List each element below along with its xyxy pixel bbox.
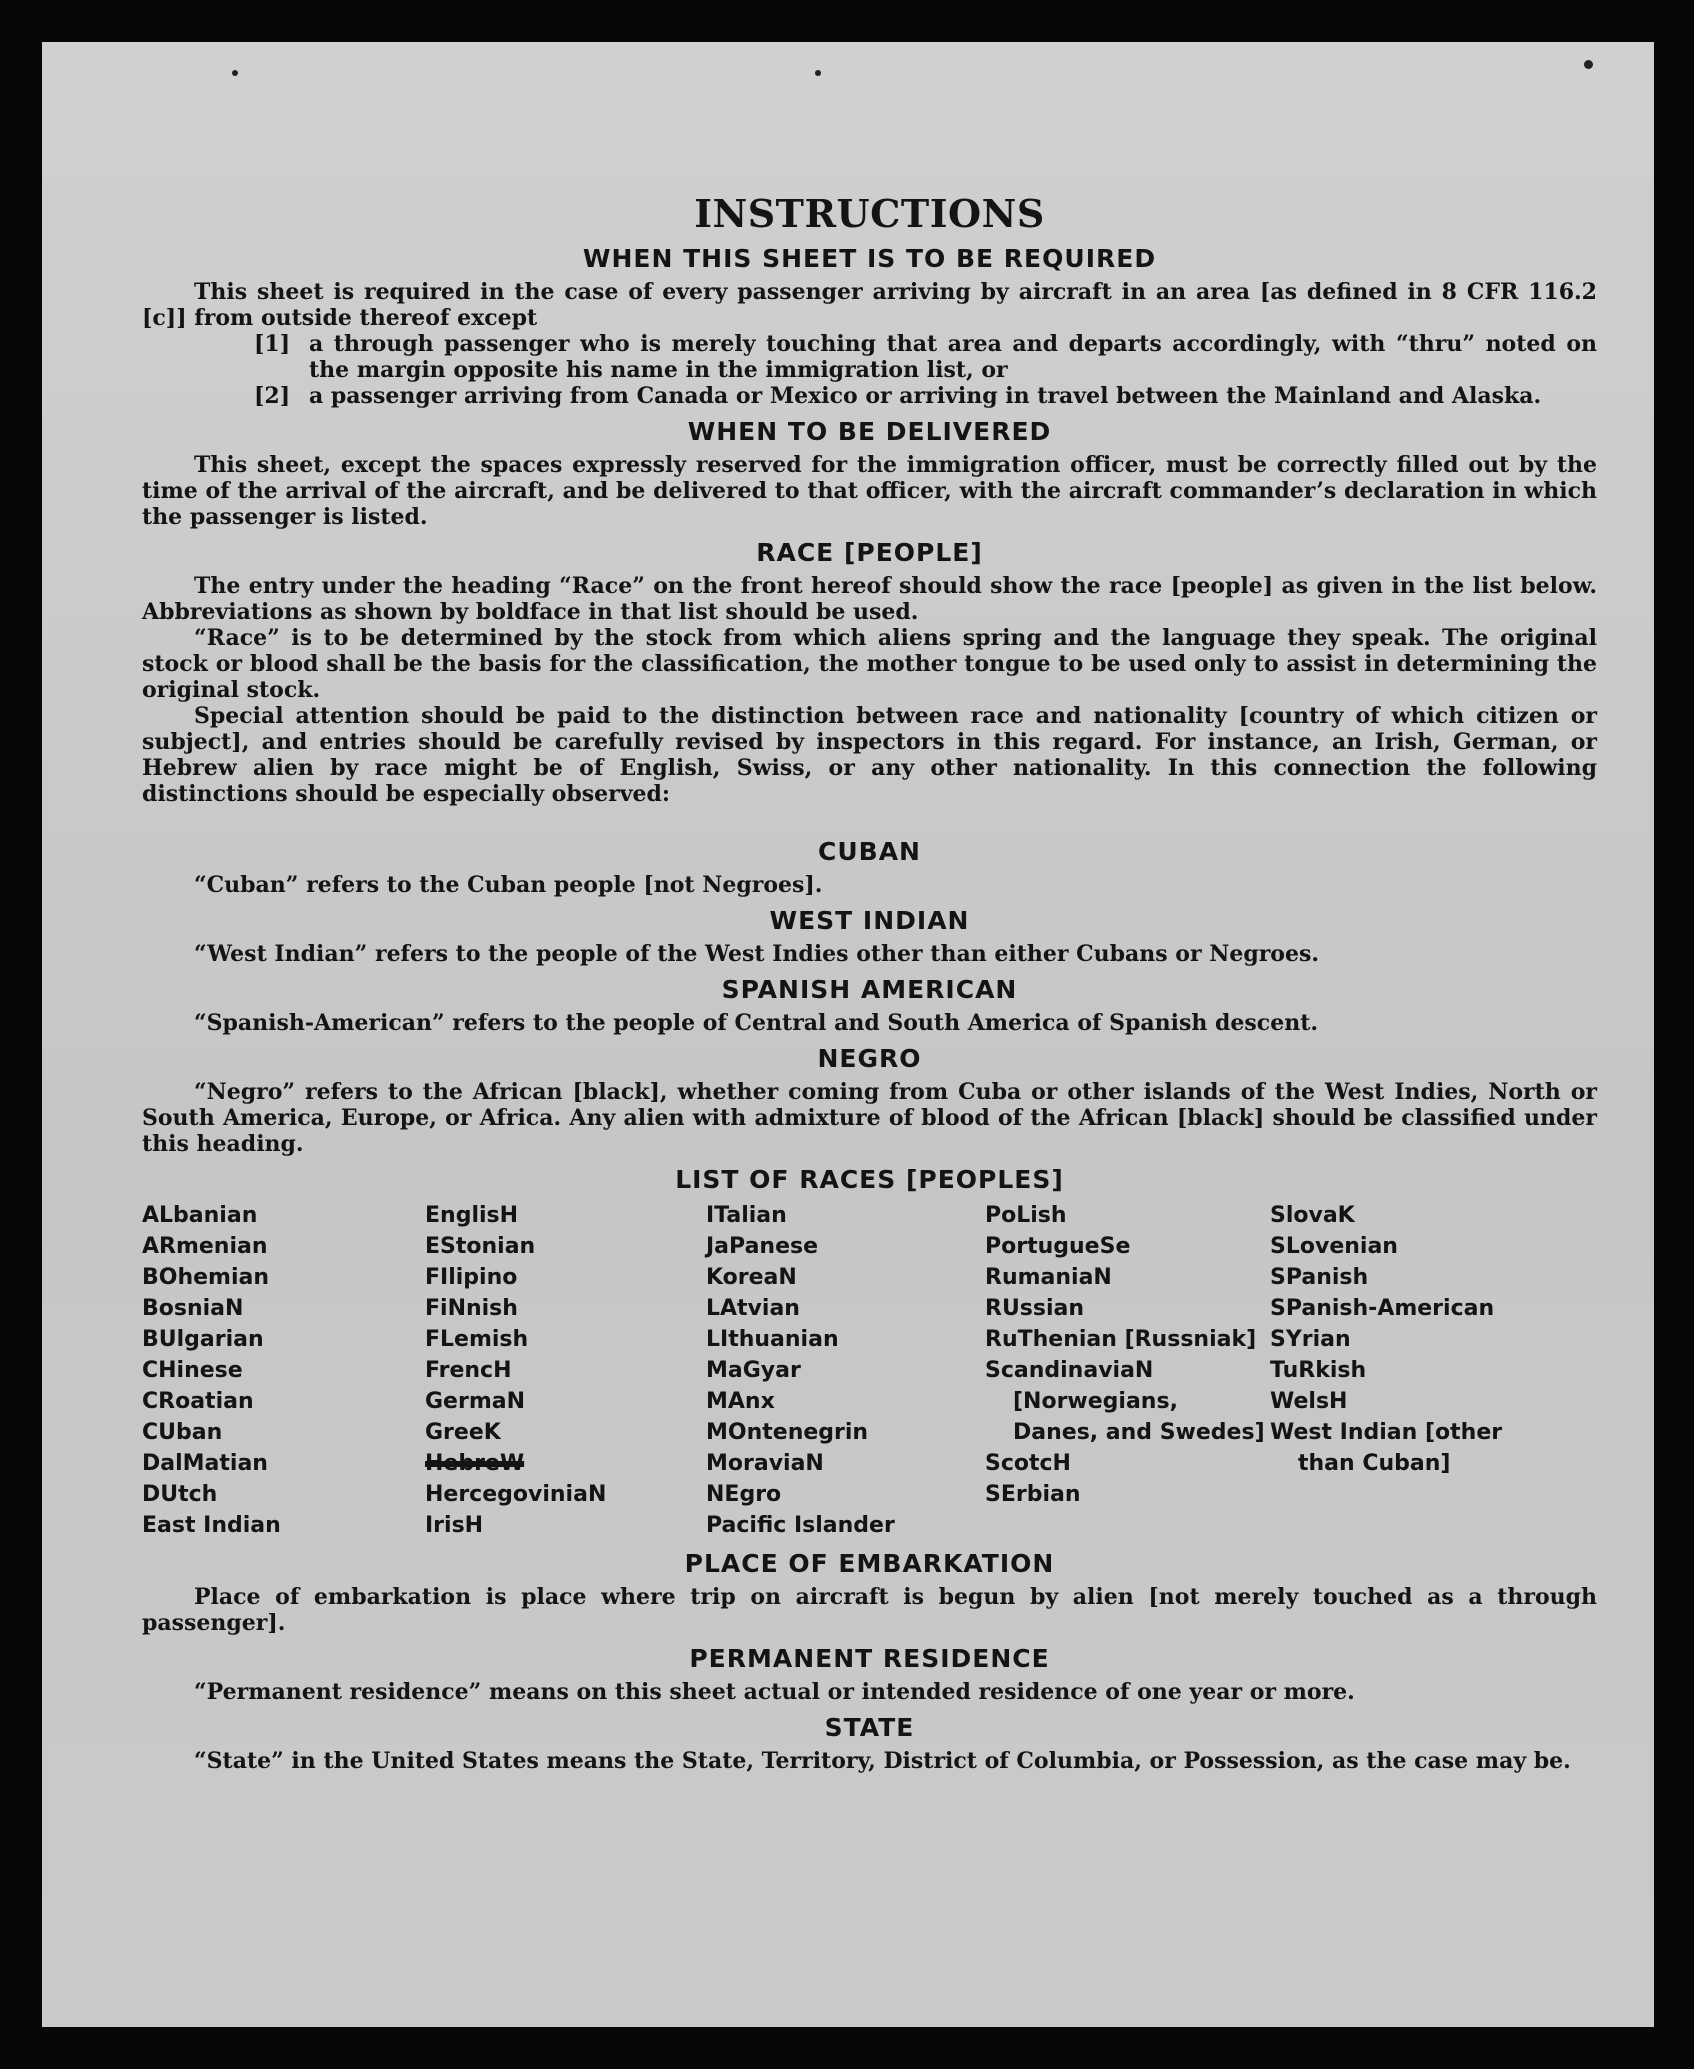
residence-text: “Permanent residence” means on this sheet actual or intended residence of one year or more.	[194, 1679, 1355, 1705]
race-entry: MAnx	[706, 1389, 775, 1414]
races-list	[142, 1200, 1597, 1541]
race-entry: BOhemian	[142, 1265, 270, 1290]
race-entry: SErbian	[985, 1482, 1081, 1507]
required-text: This sheet is required in the case of every passenger arriving by aircraft in an area [as defined in 8 CFR 116.2 [c]] from outside thereof except	[142, 279, 1597, 331]
race-entry: FLemish	[425, 1327, 529, 1352]
races-column	[425, 1200, 706, 1541]
heading-west-indian: WEST INDIAN	[769, 906, 970, 935]
heading-race: RACE [PEOPLE]	[756, 538, 983, 567]
race-entry: MaGyar	[706, 1358, 801, 1383]
races-column	[985, 1200, 1270, 1541]
races-column	[706, 1200, 985, 1541]
race-entry: BUlgarian	[142, 1327, 264, 1352]
race-entry: SPanish-American	[1270, 1296, 1495, 1321]
heading-spanish-american: SPANISH AMERICAN	[721, 975, 1018, 1004]
race-entry: DUtch	[142, 1482, 218, 1507]
race-entry: GermaN	[425, 1389, 526, 1414]
race-entry: IrisH	[425, 1513, 484, 1538]
required-item	[142, 383, 1597, 409]
race-entry: CUban	[142, 1420, 223, 1445]
cuban-text: “Cuban” refers to the Cuban people [not Negroes].	[194, 872, 823, 898]
race-entry: ScandinaviaN [Norwegians, Danes, and Swedes]	[985, 1358, 1265, 1445]
embarkation-text: Place of embarkation is place where trip on aircraft is begun by alien [not merely touched as a through passenger].	[142, 1584, 1597, 1636]
race-entry: PortugueSe	[985, 1234, 1131, 1259]
state-text: “State” in the United States means the State, Territory, District of Columbia, or Possession, as the case may be.	[194, 1748, 1571, 1774]
race-entry: WelsH	[1270, 1389, 1348, 1414]
race-entry: NEgro	[706, 1482, 782, 1507]
race-entry: HercegoviniaN	[425, 1482, 607, 1507]
race-entry: RUssian	[985, 1296, 1085, 1321]
race-entry: EStonian	[425, 1234, 536, 1259]
races-column	[1270, 1200, 1560, 1541]
race-entry: ARmenian	[142, 1234, 268, 1259]
race-entry: FiNnish	[425, 1296, 518, 1321]
heading-embarkation: PLACE OF EMBARKATION	[684, 1549, 1055, 1578]
spanish-american-text: “Spanish-American” refers to the people of Central and South America of Spanish descent.	[194, 1010, 1319, 1036]
race-entry: MoraviaN	[706, 1451, 824, 1476]
race-entry: SPanish	[1270, 1265, 1369, 1290]
race-entry: LAtvian	[706, 1296, 800, 1321]
heading-required: WHEN THIS SHEET IS TO BE REQUIRED	[582, 244, 1157, 273]
speck	[815, 70, 821, 76]
race-entry: FrencH	[425, 1358, 512, 1383]
required-item	[142, 331, 1597, 383]
race-entry: GreeK	[425, 1420, 501, 1445]
races-column	[142, 1200, 425, 1541]
race-entry: TuRkish	[1270, 1358, 1367, 1383]
negro-text: “Negro” refers to the African [black], whether coming from Cuba or other islands of the West Indies, North or South America, Europe, or Africa. Any alien with admixture of blood of the African [black] should be classified under this heading.	[142, 1079, 1597, 1157]
delivered-text: This sheet, except the spaces expressly reserved for the immigration officer, must be correctly filled out by the time of the arrival of the aircraft, and be delivered to that officer, with the aircraft commander’s declaration in which the passenger is listed.	[142, 452, 1597, 530]
race-entry: RumaniaN	[985, 1265, 1112, 1290]
race-entry: West Indian [other than Cuban]	[1270, 1420, 1503, 1476]
west-indian-text: “West Indian” refers to the people of the West Indies other than either Cubans or Negroes.	[194, 941, 1320, 967]
race-entry: LIthuanian	[706, 1327, 839, 1352]
race-paragraph: The entry under the heading “Race” on the front hereof should show the race [people] as given in the list below. Abbreviations as shown by boldface in that list should be used.	[142, 573, 1597, 625]
race-entry: Pacific Islander	[706, 1513, 895, 1538]
race-paragraph: Special attention should be paid to the distinction between race and nationality [country of which citizen or subject], and entries should be carefully revised by inspectors in this regard. For instance, an Irish, German, or Hebrew alien by race might be of English, Swiss, or any other nationality. In this connection the following distinctions should be especially observed:	[142, 703, 1597, 807]
item-number: [1]	[254, 331, 291, 357]
race-entry: MOntenegrin	[706, 1420, 869, 1445]
race-entry: East Indian	[142, 1513, 281, 1538]
race-entry: KoreaN	[706, 1265, 797, 1290]
race-entry: FIlipino	[425, 1265, 518, 1290]
race-entry: CHinese	[142, 1358, 243, 1383]
race-entry-struck: HebreW	[425, 1451, 525, 1476]
race-entry: EnglisH	[425, 1203, 519, 1228]
race-entry: DalMatian	[142, 1451, 268, 1476]
instructions-content	[142, 147, 1597, 1774]
document-sheet	[42, 42, 1654, 2027]
item-number: [2]	[254, 383, 291, 409]
race-entry: PoLish	[985, 1203, 1067, 1228]
heading-negro: NEGRO	[817, 1044, 922, 1073]
heading-permanent-residence: PERMANENT RESIDENCE	[689, 1644, 1050, 1673]
item-text: a through passenger who is merely touching that area and departs accordingly, with “thru” noted on the margin opposite his name in the immigration list, or	[309, 331, 1597, 383]
race-entry: ScotcH	[985, 1451, 1071, 1476]
race-entry: ITalian	[706, 1203, 787, 1228]
item-text: a passenger arriving from Canada or Mexico or arriving in travel between the Mainland and Alaska.	[309, 383, 1542, 409]
race-entry: JaPanese	[706, 1234, 819, 1259]
heading-state: STATE	[824, 1713, 915, 1742]
speck	[232, 70, 238, 76]
race-entry: CRoatian	[142, 1389, 254, 1414]
page-title: INSTRUCTIONS	[694, 191, 1045, 236]
race-entry: SLovenian	[1270, 1234, 1398, 1259]
race-entry: ALbanian	[142, 1203, 258, 1228]
heading-list-of-races: LIST OF RACES [PEOPLES]	[675, 1165, 1064, 1194]
heading-cuban: CUBAN	[818, 837, 921, 866]
race-paragraph: “Race” is to be determined by the stock from which aliens spring and the language they speak. The original stock or blood shall be the basis for the classification, the mother tongue to be used only to assist in determining the original stock.	[142, 625, 1597, 703]
race-entry: SYrian	[1270, 1327, 1351, 1352]
heading-delivered: WHEN TO BE DELIVERED	[687, 417, 1052, 446]
race-entry: SlovaK	[1270, 1203, 1355, 1228]
race-entry: RuThenian [Russniak]	[985, 1327, 1257, 1352]
punch-hole	[1584, 60, 1593, 69]
race-entry: BosniaN	[142, 1296, 244, 1321]
